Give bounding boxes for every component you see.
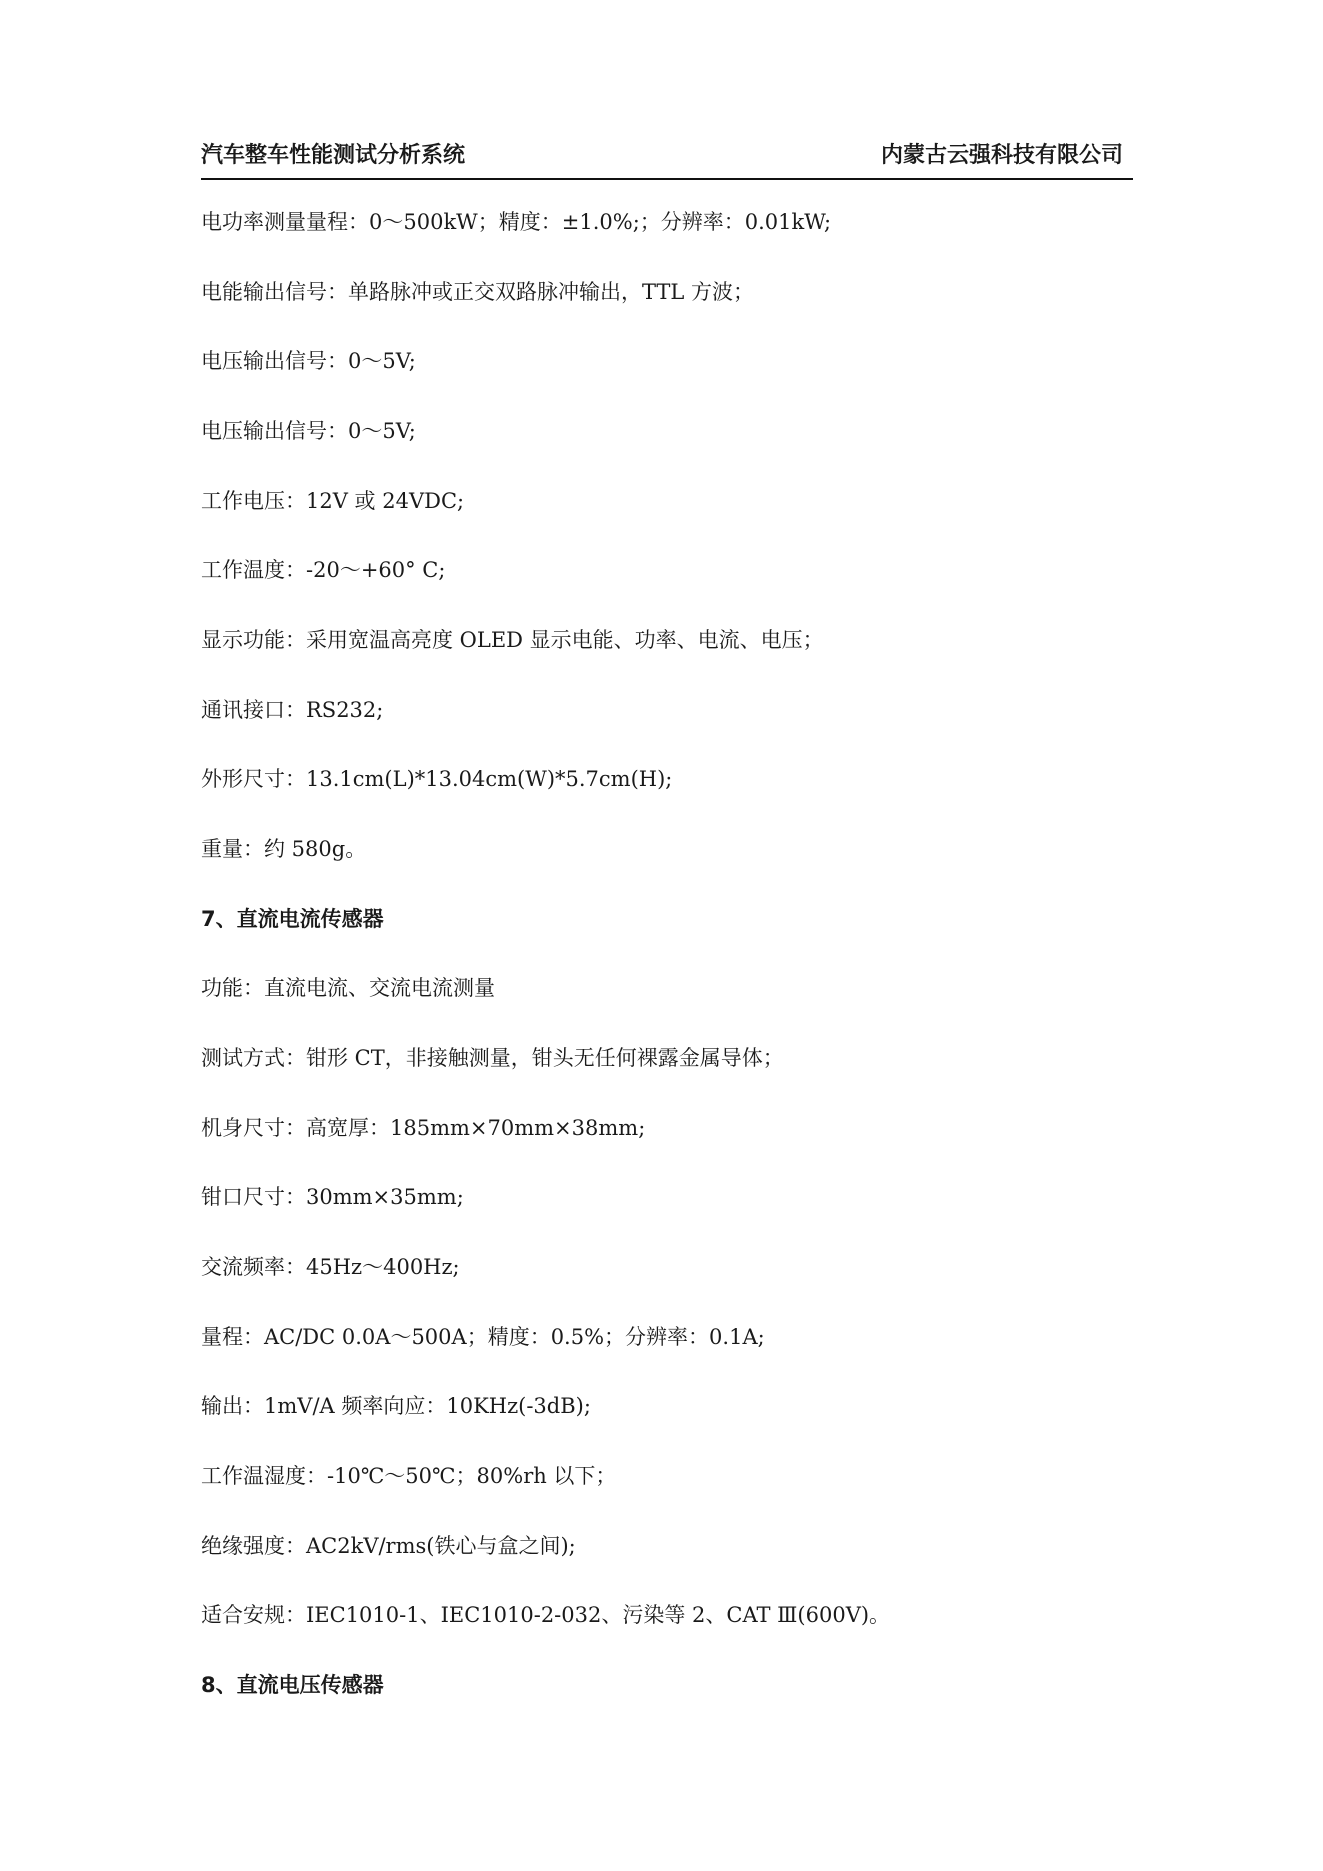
section-heading-8: 8、直流电压传感器 xyxy=(201,1673,384,1697)
spec-energy-output: 电能输出信号：单路脉冲或正交双路脉冲输出，TTL 方波； xyxy=(201,280,755,304)
spec-insulation: 绝缘强度：AC2kV/rms(铁心与盒之间); xyxy=(201,1534,576,1558)
spec-temp-humidity: 工作温湿度：-10℃～50℃；80%rh 以下； xyxy=(201,1464,617,1488)
page-header xyxy=(201,138,1133,180)
spec-ac-frequency: 交流频率：45Hz～400Hz; xyxy=(201,1255,460,1279)
spec-safety-standard: 适合安规：IEC1010-1、IEC1010-2-032、污染等 2、CAT Ⅲ(600V)。 xyxy=(201,1603,891,1627)
spec-working-voltage: 工作电压：12V 或 24VDC; xyxy=(201,489,465,513)
spec-working-temperature: 工作温度：-20～+60° C; xyxy=(201,558,446,582)
spec-test-method: 测试方式：钳形 CT，非接触测量，钳头无任何裸露金属导体； xyxy=(201,1046,784,1070)
spec-body-size: 机身尺寸：高宽厚：185mm×70mm×38mm; xyxy=(201,1116,646,1140)
spec-jaw-size: 钳口尺寸：30mm×35mm; xyxy=(201,1185,464,1209)
spec-dimensions: 外形尺寸：13.1cm(L)*13.04cm(W)*5.7cm(H); xyxy=(201,767,673,791)
header-company: 内蒙古云强科技有限公司 xyxy=(880,143,1123,168)
header-title: 汽车整车性能测试分析系统 xyxy=(201,143,466,168)
spec-display: 显示功能：采用宽温高亮度 OLED 显示电能、功率、电流、电压； xyxy=(201,628,824,652)
spec-output: 输出：1mV/A 频率向应：10KHz(-3dB); xyxy=(201,1394,591,1418)
section-heading-7: 7、直流电流传感器 xyxy=(201,907,384,931)
spec-comm-interface: 通讯接口：RS232; xyxy=(201,698,384,722)
spec-voltage-output-2: 电压输出信号：0～5V; xyxy=(201,419,416,443)
spec-function: 功能：直流电流、交流电流测量 xyxy=(201,976,495,1000)
spec-power-range: 电功率测量量程：0～500kW；精度：±1.0%;；分辨率：0.01kW; xyxy=(201,210,832,234)
spec-voltage-output-1: 电压输出信号：0～5V; xyxy=(201,349,416,373)
spec-current-range: 量程：AC/DC 0.0A～500A；精度：0.5%；分辨率：0.1A; xyxy=(201,1325,765,1349)
spec-weight: 重量：约 580g。 xyxy=(201,837,367,861)
